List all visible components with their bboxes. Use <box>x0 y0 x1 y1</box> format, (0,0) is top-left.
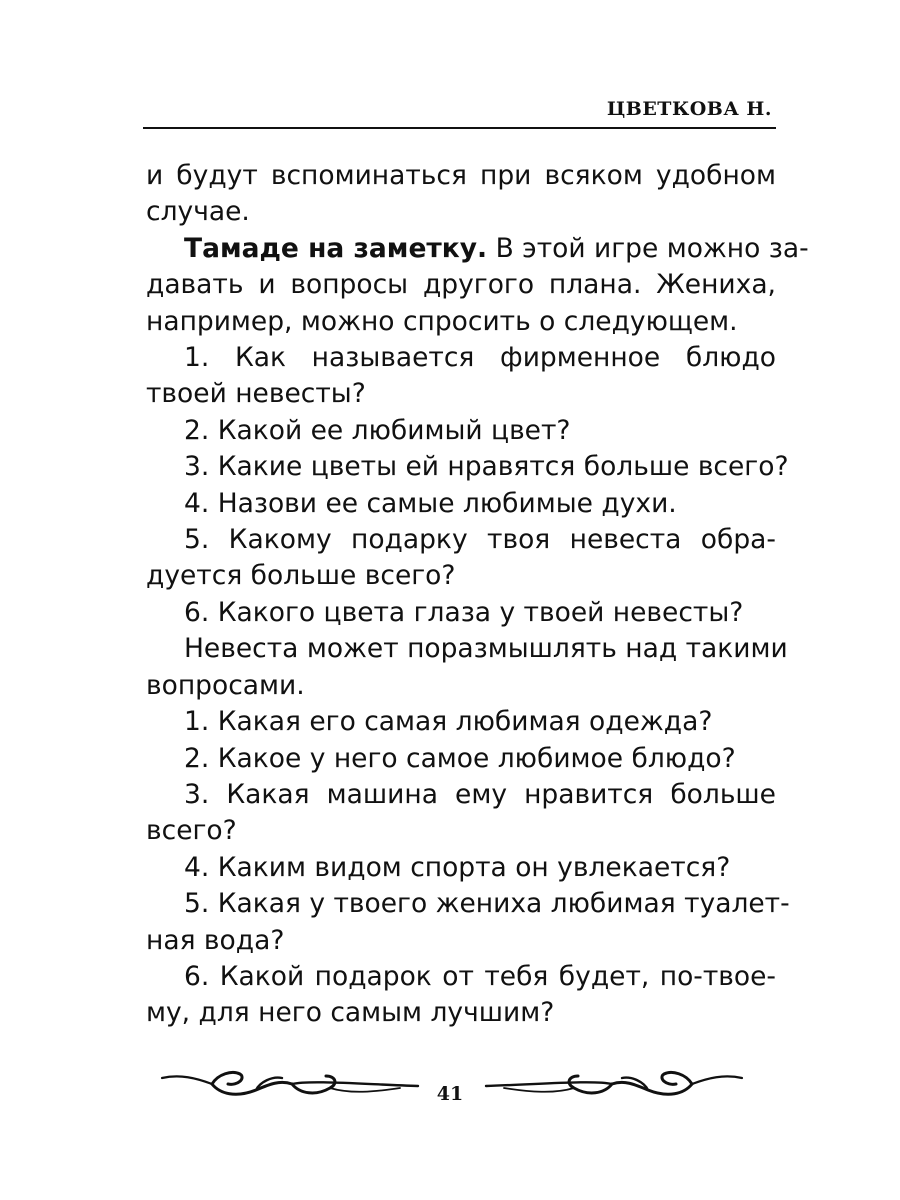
header-rule <box>143 127 776 129</box>
text-line: всего? <box>146 815 237 847</box>
page-number: 41 <box>436 1083 464 1105</box>
text-line: например, можно спросить о следующем. <box>146 305 738 337</box>
text-line: 1. Как называется фирменное блюдо <box>184 342 776 374</box>
text-line: ная вода? <box>146 924 285 956</box>
text-line-rest: В этой игре можно за- <box>495 232 809 264</box>
page-text <box>146 158 809 1032</box>
text-line: вопросами. <box>146 669 305 701</box>
text-line: 4. Назови ее самые любимые духи. <box>184 487 677 519</box>
text-line: давать и вопросы другого плана. Жениха, <box>146 269 776 301</box>
list-item <box>146 449 789 485</box>
paragraph-tamada-note <box>146 231 809 340</box>
text-line: 5. Какая у твоего жениха любимая туалет- <box>184 888 790 920</box>
list-item <box>146 959 776 1032</box>
paragraph-bride-intro <box>146 631 788 704</box>
text-line: 6. Какого цвета глаза у твоей невесты? <box>184 596 744 628</box>
ornament-left-icon <box>160 1054 420 1114</box>
text-line: дуется больше всего? <box>146 560 456 592</box>
text-line: 3. Какие цветы ей нравятся больше всего? <box>184 451 789 483</box>
text-line: случае. <box>146 196 250 228</box>
list-item <box>146 340 776 413</box>
page-footer <box>0 1054 900 1114</box>
text-line: 2. Какой ее любимый цвет? <box>184 414 571 446</box>
text-line <box>146 231 809 267</box>
text-line: 3. Какая машина ему нравится больше <box>184 778 776 810</box>
list-item <box>146 886 790 959</box>
list-item <box>146 777 776 850</box>
list-item <box>146 413 776 449</box>
text-line: 5. Какому подарку твоя невеста обра- <box>184 524 776 556</box>
text-line: 6. Какой подарок от тебя будет, по-твое- <box>184 960 776 992</box>
list-item <box>146 741 776 777</box>
text-line: 1. Какая его самая любимая одежда? <box>184 706 713 738</box>
running-head-author: ЦВЕТКОВА Н. <box>606 98 772 120</box>
text-line: и будут вспоминаться при всяком удобном <box>146 160 776 191</box>
text-line: 4. Каким видом спорта он увлекается? <box>184 851 731 883</box>
paragraph-continuation <box>146 158 776 231</box>
ornament-right-icon <box>484 1054 744 1114</box>
text-line: Невеста может поразмышлять над такими <box>184 633 788 665</box>
list-item <box>146 522 776 595</box>
text-line: твоей невесты? <box>146 378 366 410</box>
text-line: 2. Какое у него самое любимое блюдо? <box>184 742 736 774</box>
list-item <box>146 595 776 631</box>
list-item <box>146 850 776 886</box>
bold-lead-in: Тамаде на заметку. <box>184 232 488 264</box>
list-item <box>146 486 776 522</box>
list-item <box>146 704 776 740</box>
text-line: му, для него самым лучшим? <box>146 997 555 1029</box>
